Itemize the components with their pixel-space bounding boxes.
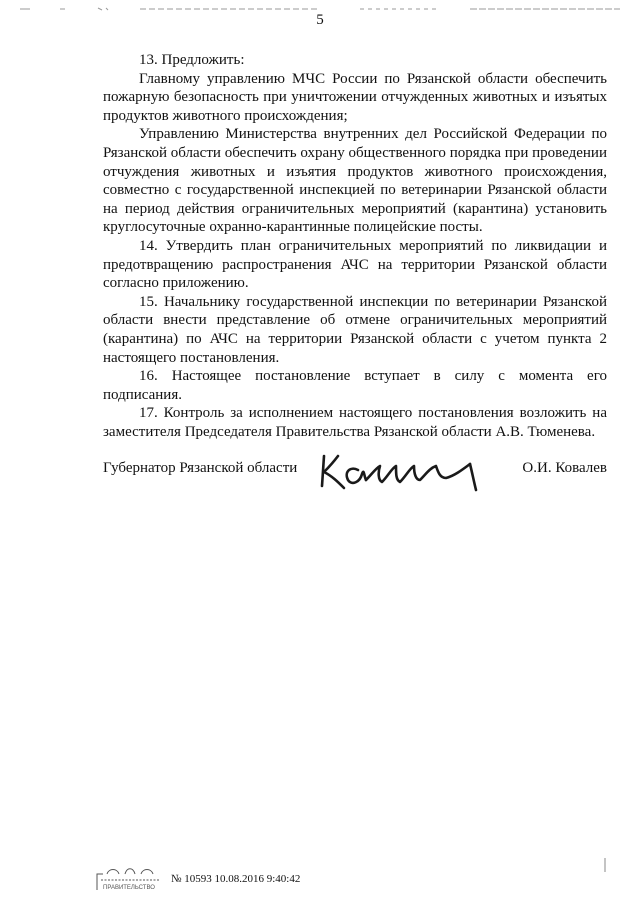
paragraph-13-mvd: Управлению Министерства внутренних дел Российской Федерации по Рязанской области обеспечить охрану общественного порядка при проведении отчуждения животных и изъятия продуктов животного происхождения, совместно с государственной инспекцией по ветеринарии Рязанской области на период действия ограничительных мероприятий (карантина) установить круглосуточные охранно-карантинные полицейские посты. bbox=[103, 126, 607, 236]
paragraph-16: 16. Настоящее постановление вступает в силу с момента его подписания. bbox=[103, 368, 607, 403]
paragraph-13-mchs: Главному управлению МЧС России по Рязанской области обеспечить пожарную безопасность при уничтожении отчужденных животных и изъятых продуктов животного происхождения; bbox=[103, 70, 607, 124]
scan-artifact-top bbox=[20, 4, 620, 12]
document-body bbox=[103, 51, 607, 441]
paragraph-13-heading: 13. Предложить: bbox=[139, 52, 245, 68]
signatory-title: Губернатор Рязанской области bbox=[103, 460, 298, 476]
paragraph-17: 17. Контроль за исполнением настоящего постановления возложить на заместителя Председателя Правительства Рязанской области А.В. Тюменева. bbox=[103, 405, 607, 440]
handwritten-signature bbox=[318, 448, 493, 492]
svg-text:ПРАВИТЕЛЬСТВО: ПРАВИТЕЛЬСТВО bbox=[103, 885, 155, 891]
government-logo-icon bbox=[95, 866, 163, 892]
scan-mark bbox=[603, 858, 607, 872]
page-number: 5 bbox=[316, 12, 324, 28]
paragraph-15: 15. Начальнику государственной инспекции по ветеринарии Рязанской области внести представление об отмене ограничительных мероприятий (карантина) по АЧС на территории Рязанской области с учетом пункта 2 настоящего постановления. bbox=[103, 293, 607, 366]
registration-stamp: № 10593 10.08.2016 9:40:42 bbox=[171, 873, 301, 885]
footer bbox=[95, 866, 355, 892]
signatory-name: О.И. Ковалев bbox=[522, 460, 607, 476]
paragraph-14: 14. Утвердить план ограничительных мероприятий по ликвидации и предотвращению распространения АЧС на территории Рязанской области согласно приложению. bbox=[103, 237, 607, 292]
signature-block bbox=[103, 448, 607, 498]
